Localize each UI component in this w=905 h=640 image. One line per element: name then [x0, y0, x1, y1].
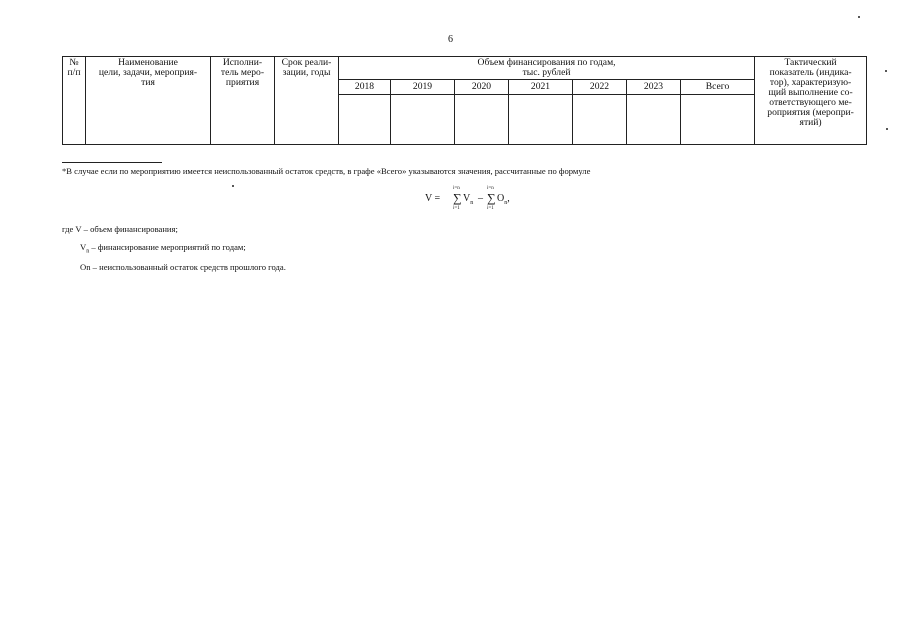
where-line-financing-symbol: V: [80, 242, 87, 252]
year-2023: 2023: [627, 80, 681, 95]
scan-speck: [232, 185, 234, 187]
sigma-symbol-1: ∑: [453, 191, 462, 205]
year-total: Всего: [681, 80, 755, 95]
year-2021: 2021: [509, 80, 573, 95]
header-executor: Исполни- тель меро- приятия: [211, 57, 275, 145]
scan-speck: [885, 70, 887, 72]
where-line-volume: где V – объем финансирования;: [62, 224, 178, 234]
formula-sum1-upper: i=n: [453, 186, 460, 191]
empty-cell: [627, 95, 681, 145]
formula-sum2-lower: i=1: [487, 206, 494, 211]
year-2018: 2018: [339, 80, 391, 95]
formula-term2-symbol: O: [497, 193, 505, 204]
header-financing: Объем финансирования по годам, тыс. рублей: [339, 57, 755, 80]
formula-term1-subscript: n: [470, 200, 474, 206]
header-term: Срок реали- зации, годы: [275, 57, 339, 145]
scan-speck: [858, 16, 860, 18]
formula-minus: –: [478, 193, 483, 204]
where-line-financing-text: – финансирование мероприятий по годам;: [89, 242, 246, 252]
header-name: Наименование цели, задачи, мероприя- тия: [86, 57, 211, 145]
footnote-text: *В случае если по мероприятию имеется неиспользованный остаток средств, в графе «Всего» указываются значения, рассчитанные по формуле: [62, 166, 591, 176]
formula-sum2-upper: i=n: [487, 186, 494, 191]
formula-tail: ,: [507, 193, 510, 204]
where-line-remainder: Оn – неиспользованный остаток средств прошлого года.: [80, 262, 286, 272]
header-indicator: Тактический показатель (индика- тор), характеризую- щий выполнение со- ответствующего ме- роприятия (меропри- ятий): [755, 57, 867, 145]
formula-term1: [463, 193, 473, 206]
formula-term1-symbol: V: [463, 193, 471, 204]
empty-cell: [573, 95, 627, 145]
year-2020: 2020: [455, 80, 509, 95]
empty-cell: [391, 95, 455, 145]
formula: [425, 186, 545, 212]
year-2022: 2022: [573, 80, 627, 95]
empty-cell: [455, 95, 509, 145]
where-line-financing-subscript: n: [86, 248, 90, 255]
sigma-symbol-2: ∑: [487, 191, 496, 205]
year-2019: 2019: [391, 80, 455, 95]
empty-cell: [509, 95, 573, 145]
formula-sum1-lower: i=1: [453, 206, 460, 211]
header-number: № п/п: [63, 57, 86, 145]
formula-lhs: V =: [425, 193, 441, 204]
empty-cell: [339, 95, 391, 145]
formula-term2-subscript: n: [504, 200, 508, 206]
financing-table: [62, 56, 867, 145]
formula-term2: [497, 193, 510, 206]
where-line-financing: [80, 242, 246, 257]
footnote-rule: [62, 162, 162, 163]
empty-cell: [681, 95, 755, 145]
scan-speck: [886, 128, 888, 130]
page-number: 6: [448, 34, 453, 45]
